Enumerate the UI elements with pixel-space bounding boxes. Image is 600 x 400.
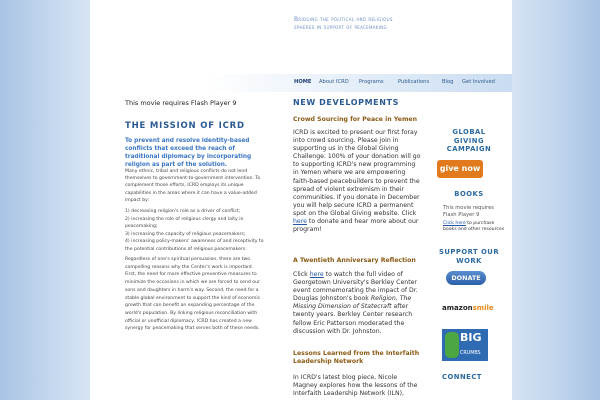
big-crumbs-link[interactable] bbox=[442, 329, 488, 361]
amazon-smile-link[interactable] bbox=[442, 304, 494, 312]
nav-item-programs[interactable]: Programs bbox=[359, 79, 384, 85]
list-item: 2) increasing the role of religious clergy and laity in peacemaking; bbox=[125, 216, 244, 230]
main-navigation bbox=[208, 74, 512, 92]
new-developments-title: NEW DEVELOPMENTS bbox=[293, 98, 399, 107]
site-tagline: Bridging the political and religious spheres in support of peacemaking bbox=[294, 16, 393, 31]
mission-title: THE MISSION OF ICRD bbox=[125, 121, 245, 131]
nav-item-blog[interactable]: Blog bbox=[442, 79, 454, 85]
crowd-sourcing-text: ICRD is excited to present our first foray into crowd sourcing. Please join in supporting us in the Global Giving Challenge. 100% of your donation will go to supporting ICRD's new programming in Yemen where we are empowering faith-based peacebuilders to prevent the spread of violent extremism in their communities. If you donate in December you will help secure ICRD a permanent spot on the Global Giving website. Click here to donate and hear more about our program! bbox=[293, 129, 421, 234]
list-item: 3) increasing the capacity of religious peacemakers; bbox=[125, 231, 246, 237]
twentieth-anniversary-text: Click here to watch the full video of Georgetown University's Berkley Center event commemorating the impact of Dr. Douglas Johnston's book Religion, The Missing Dimension of Statecraft after twenty years. Berkley Center research fellow Eric Patterson moderated the discussion with Dr. Johnston. bbox=[293, 271, 418, 335]
mission-body-1: Many ethnic, tribal and religious conflicts do not lend themselves to government-to-government intervention. To complement those efforts, ICRD employs its unique capabilities in the areas where it can have a value-added impact by: bbox=[125, 169, 261, 203]
amazon-logo-text: amazon bbox=[442, 304, 473, 312]
nav-item-get-involved[interactable]: Get Involved bbox=[462, 79, 495, 85]
book-title: Religion, The Missing Dimension of Statecraft bbox=[293, 295, 412, 311]
nav-item-home[interactable]: HOME bbox=[294, 79, 312, 85]
books-title: BOOKS bbox=[454, 190, 484, 198]
big-crumbs-icon bbox=[445, 332, 459, 358]
books-purchase-text: Click here to purchase books and other resources bbox=[443, 221, 505, 232]
mission-list bbox=[125, 208, 265, 254]
mission-intro: To prevent and resolve identity-based conflicts that exceed the reach of traditional diplomacy by incorporating religion as part of the solution. bbox=[125, 138, 252, 168]
video-link[interactable]: here bbox=[309, 271, 324, 278]
page-container bbox=[90, 0, 512, 400]
nav-item-publications[interactable]: Publications bbox=[398, 79, 430, 85]
global-giving-title: GLOBAL GIVING CAMPAIGN bbox=[446, 128, 492, 153]
smile-logo-text: smile bbox=[472, 304, 494, 312]
lessons-text: In ICRD's latest blog piece, Nicole Magney explores how the lessons of the Interfaith Leadership Network (ILN), bbox=[293, 374, 418, 398]
lessons-heading[interactable]: Lessons Learned from the Interfaith Leadership Network bbox=[293, 350, 420, 365]
books-flash-notice: This movie requires Flash Player 9 bbox=[443, 205, 494, 218]
list-item: 4) increasing policy-makers' awareness of and receptivity to the potential contributions of religious peacemakers. bbox=[125, 239, 264, 252]
flash-notice: This movie requires Flash Player 9 bbox=[125, 99, 237, 107]
big-crumbs-logo-small: CRUMBS bbox=[460, 351, 481, 356]
list-item: 1) decreasing religion's role as a driver of conflict; bbox=[125, 209, 241, 214]
site-header bbox=[90, 0, 512, 74]
mission-body-2: Regardless of one's spiritual persuasion, there are two compelling reasons why the Center's work is important. First, the need for more effective preventive measures to minimize the occasions in which we are forced to send our sons and daughters in harm's way. Second, the need for a stable global environment to support the kind of economic growth that can benefit an expanding percentage of the world's population. By linking religious reconciliation with official or unofficial diplomacy, ICRD has created a new synergy for peacemaking that serves both of these needs. bbox=[125, 257, 261, 332]
books-link[interactable]: Click here bbox=[443, 221, 466, 226]
support-title: SUPPORT OUR WORK bbox=[438, 248, 500, 265]
donate-button[interactable]: DONATE bbox=[446, 271, 486, 285]
twentieth-anniversary-heading[interactable]: A Twentieth Anniversary Reflection bbox=[293, 257, 416, 264]
nav-item-about[interactable]: About ICRD bbox=[319, 79, 349, 85]
connect-title: CONNECT bbox=[442, 373, 482, 381]
crowd-donate-link[interactable]: here bbox=[293, 218, 307, 226]
crowd-sourcing-heading[interactable]: Crowd Sourcing for Peace in Yemen bbox=[293, 116, 417, 123]
big-crumbs-logo-big: BIG bbox=[460, 331, 482, 344]
give-now-button[interactable]: give now bbox=[437, 160, 483, 178]
